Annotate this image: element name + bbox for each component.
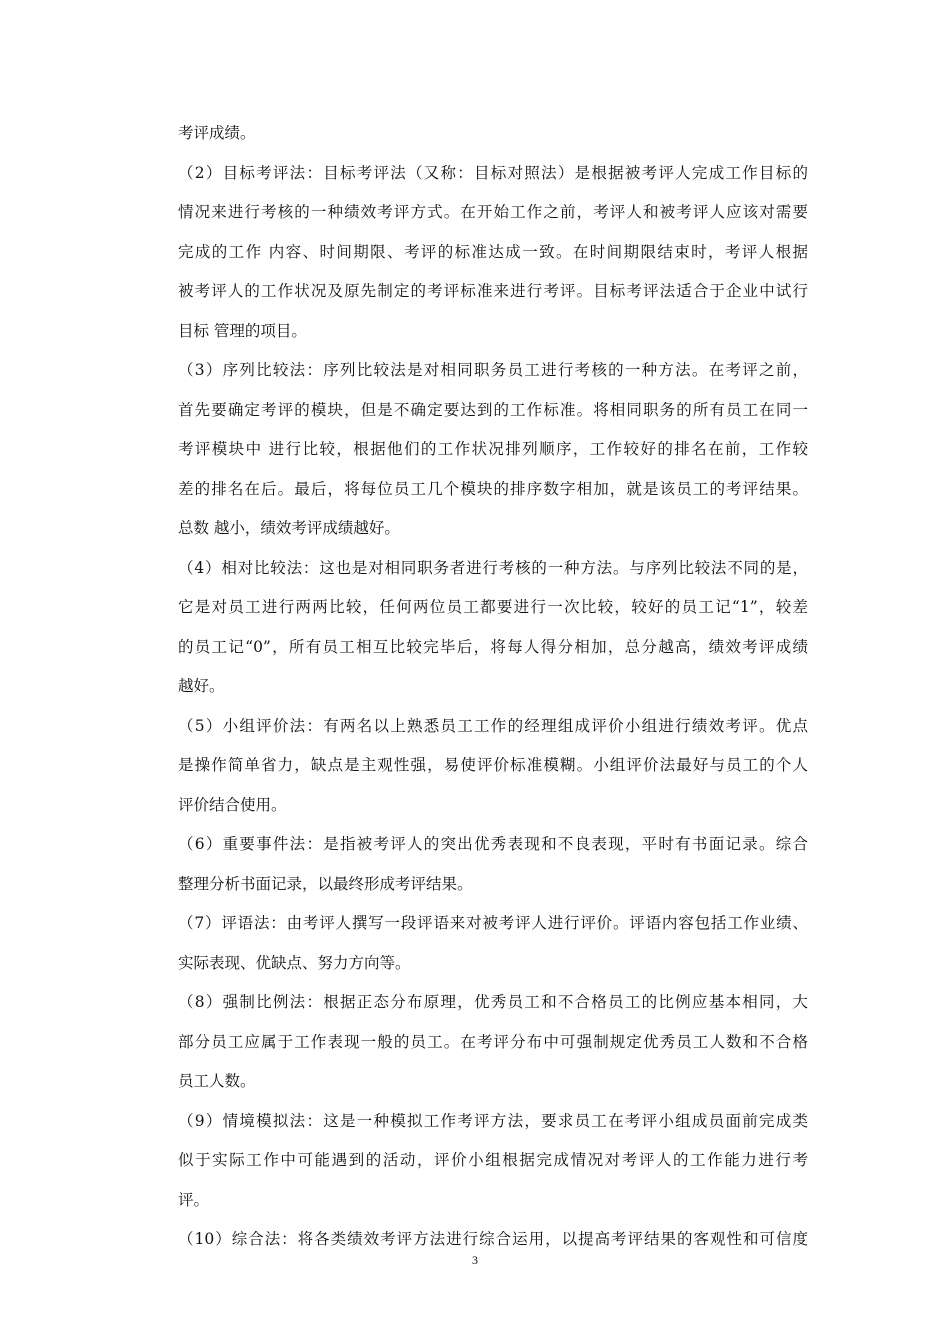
text-line: （2）目标考评法：目标考评法（又称：目标对照法）是根据被考评人完成工作目标的 <box>178 164 808 182</box>
text-line: 部分员工应属于工作表现一般的员工。在考评分布中可强制规定优秀员工人数和不合格 <box>178 1033 808 1051</box>
text-line: 的员工记“0”，所有员工相互比较完毕后，将每人得分相加，总分越高，绩效考评成绩 <box>178 638 808 656</box>
text-line: （4）相对比较法：这也是对相同职务者进行考核的一种方法。与序列比较法不同的是， <box>178 559 808 577</box>
text-line: （3）序列比较法：序列比较法是对相同职务员工进行考核的一种方法。在考评之前， <box>178 361 808 379</box>
text-line: （7）评语法：由考评人撰写一段评语来对被考评人进行评价。评语内容包括工作业绩、 <box>178 914 808 932</box>
text-line: （5）小组评价法：有两名以上熟悉员工工作的经理组成评价小组进行绩效考评。优点 <box>178 717 808 735</box>
text-line: 评价结合使用。 <box>178 796 287 814</box>
text-line: 首先要确定考评的模块，但是不确定要达到的工作标准。将相同职务的所有员工在同一 <box>178 401 808 419</box>
text-line: 考评成绩。 <box>178 124 256 142</box>
text-line: 情况来进行考核的一种绩效考评方式。在开始工作之前，考评人和被考评人应该对需要 <box>178 203 808 221</box>
text-line: 被考评人的工作状况及原先制定的考评标准来进行考评。目标考评法适合于企业中试行 <box>178 282 808 300</box>
text-line: 员工人数。 <box>178 1072 256 1090</box>
page-number: 3 <box>472 1253 478 1267</box>
text-line: （8）强制比例法：根据正态分布原理，优秀员工和不合格员工的比例应基本相同，大 <box>178 993 808 1011</box>
text-line: （6）重要事件法：是指被考评人的突出优秀表现和不良表现，平时有书面记录。综合 <box>178 835 808 853</box>
text-line: 实际表现、优缺点、努力方向等。 <box>178 954 411 972</box>
text-line: 越好。 <box>178 677 225 695</box>
text-line: 总数 越小，绩效考评成绩越好。 <box>178 519 400 537</box>
text-line: （10）综合法：将各类绩效考评方法进行综合运用，以提高考评结果的客观性和可信度 <box>178 1230 808 1248</box>
text-line: 评。 <box>178 1191 210 1209</box>
text-line: 是操作简单省力，缺点是主观性强，易使评价标准模糊。小组评价法最好与员工的个人 <box>178 756 808 774</box>
text-line: 差的排名在后。最后，将每位员工几个模块的排序数字相加，就是该员工的考评结果。 <box>178 480 808 498</box>
text-line: 似于实际工作中可能遇到的活动，评价小组根据完成情况对考评人的工作能力进行考 <box>178 1151 808 1169</box>
text-line: 它是对员工进行两两比较，任何两位员工都要进行一次比较，较好的员工记“1”，较差 <box>178 598 808 616</box>
text-line: 目标 管理的项目。 <box>178 322 307 340</box>
text-line: （9）情境模拟法：这是一种模拟工作考评方法，要求员工在考评小组成员面前完成类 <box>178 1112 808 1130</box>
text-line: 考评模块中 进行比较，根据他们的工作状况排列顺序，工作较好的排名在前，工作较 <box>178 440 808 458</box>
text-line: 完成的工作 内容、时间期限、考评的标准达成一致。在时间期限结束时，考评人根据 <box>178 243 808 261</box>
text-line: 整理分析书面记录，以最终形成考评结果。 <box>178 875 473 893</box>
